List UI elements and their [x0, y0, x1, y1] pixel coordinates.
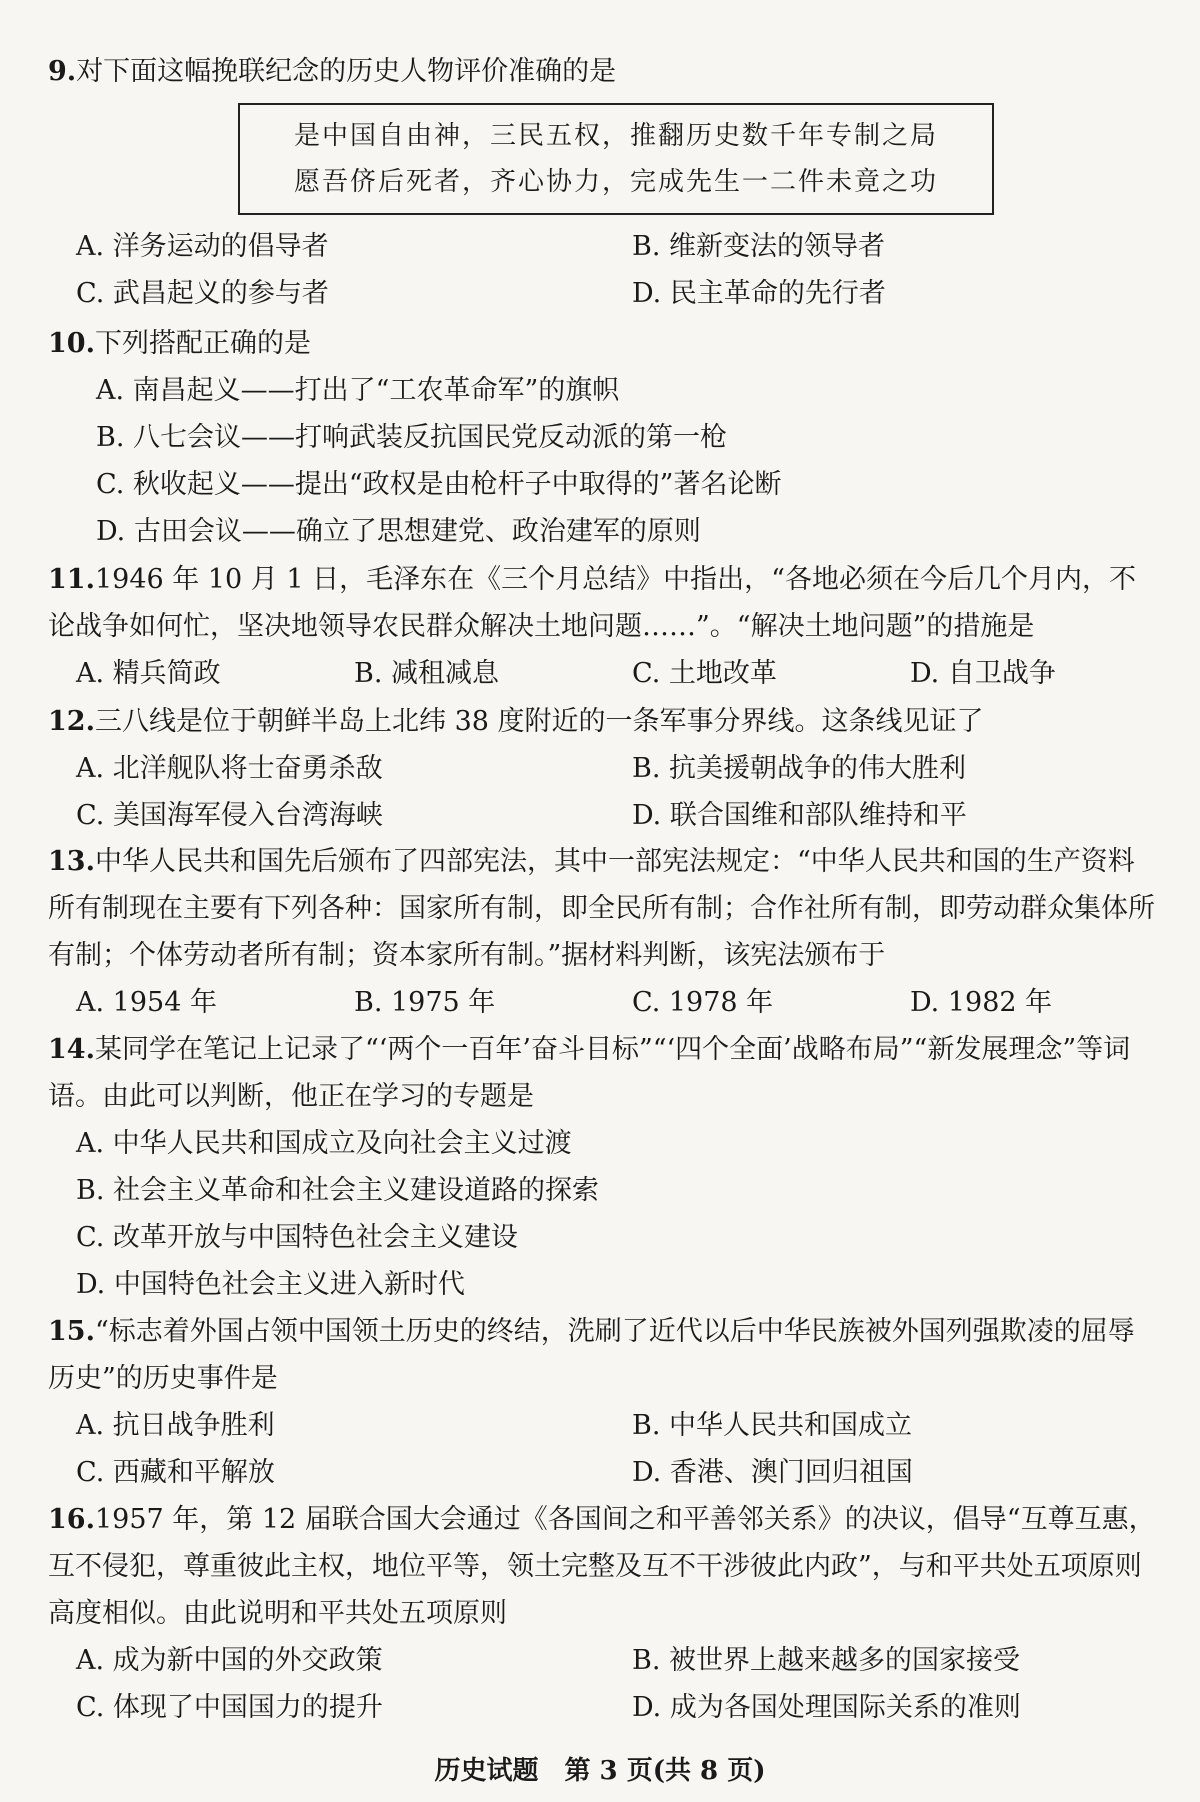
option-d: D. 成为各国处理国际关系的准则 — [632, 1692, 1021, 1723]
option-b: B. 减租减息 — [354, 658, 500, 689]
option-d: D. 1982 年 — [910, 987, 1053, 1018]
option-d: D. 自卫战争 — [910, 658, 1056, 689]
question-number: 10. — [48, 328, 95, 359]
options — [48, 1402, 1160, 1496]
option-d: D. 中国特色社会主义进入新时代 — [76, 1269, 465, 1300]
option-d: D. 古田会议——确立了思想建党、政治建军的原则 — [96, 516, 701, 547]
question-number: 13. — [48, 846, 95, 877]
question-11 — [48, 556, 1160, 697]
option-c: C. 土地改革 — [632, 658, 777, 689]
option-b: B. 维新变法的领导者 — [632, 231, 886, 262]
option-b: B. 1975 年 — [354, 987, 496, 1018]
options — [48, 367, 1160, 555]
question-stem: 1946 年 10 月 1 日，毛泽东在《三个月总结》中指出，“各地必须在今后几个月内，不论战争如何忙，坚决地领导农民群众解决土地问题……”。“解决土地问题”的措施是 — [48, 564, 1136, 642]
question-stem: “标志着外国占领中国领土历史的终结，洗刷了近代以后中华民族被外国列强欺凌的屈辱历史”的历史事件是 — [48, 1316, 1135, 1394]
question-stem: 1957 年，第 12 届联合国大会通过《各国间之和平善邻关系》的决议，倡导“互尊互惠，互不侵犯，尊重彼此主权，地位平等，领土完整及互不干涉彼此内政”，与和平共处五项原则高度相似。由此说明和平共处五项原则 — [48, 1504, 1156, 1629]
option-b: B. 被世界上越来越多的国家接受 — [632, 1645, 1021, 1676]
question-number: 12. — [48, 706, 95, 737]
question-15 — [48, 1308, 1160, 1496]
question-number: 11. — [48, 564, 95, 595]
options — [48, 650, 1160, 697]
option-c: C. 武昌起义的参与者 — [76, 278, 329, 309]
question-number: 15. — [48, 1316, 95, 1347]
couplet-line: 愿吾侪后死者，齐心协力，完成先生一二件未竟之功 — [293, 167, 938, 197]
question-stem: 某同学在笔记上记录了“‘两个一百年’奋斗目标”“‘四个全面’战略布局”“新发展理念”等词语。由此可以判断，他正在学习的专题是 — [48, 1034, 1131, 1112]
page-footer: 历史试题 第 3 页(共 8 页) — [434, 1756, 766, 1786]
options — [48, 1120, 1160, 1308]
option-c: C. 改革开放与中国特色社会主义建设 — [76, 1222, 518, 1253]
question-number: 16. — [48, 1504, 95, 1535]
question-number: 14. — [48, 1034, 95, 1065]
option-c: C. 美国海军侵入台湾海峡 — [76, 800, 383, 831]
option-d: D. 联合国维和部队维持和平 — [632, 800, 967, 831]
elegiac-couplet-box — [238, 103, 994, 215]
option-c: C. 体现了中国国力的提升 — [76, 1692, 383, 1723]
option-a: A. 抗日战争胜利 — [76, 1410, 275, 1441]
question-9 — [48, 48, 1160, 317]
options — [48, 745, 1160, 839]
question-stem: 下列搭配正确的是 — [94, 328, 311, 359]
question-12 — [48, 698, 1160, 839]
question-number: 9. — [48, 56, 77, 87]
couplet-line: 是中国自由神，三民五权，推翻历史数千年专制之局 — [293, 121, 938, 151]
options — [48, 979, 1160, 1026]
option-b: B. 抗美援朝战争的伟大胜利 — [632, 753, 967, 784]
option-a: A. 中华人民共和国成立及向社会主义过渡 — [76, 1128, 572, 1159]
option-a: A. 南昌起义——打出了“工农革命军”的旗帜 — [96, 375, 620, 406]
option-b: B. 八七会议——打响武装反抗国民党反动派的第一枪 — [96, 422, 728, 453]
option-c: C. 1978 年 — [632, 987, 774, 1018]
question-14 — [48, 1026, 1160, 1308]
question-13 — [48, 838, 1160, 1026]
option-d: D. 民主革命的先行者 — [632, 278, 886, 309]
question-stem: 对下面这幅挽联纪念的历史人物评价准确的是 — [76, 56, 617, 87]
option-c: C. 秋收起义——提出“政权是由枪杆子中取得的”著名论断 — [96, 469, 782, 500]
options — [48, 223, 1160, 317]
question-10 — [48, 320, 1160, 555]
question-stem: 三八线是位于朝鲜半岛上北纬 38 度附近的一条军事分界线。这条线见证了 — [94, 706, 984, 737]
option-a: A. 精兵简政 — [76, 658, 221, 689]
option-a: A. 成为新中国的外交政策 — [76, 1645, 383, 1676]
option-a: A. 北洋舰队将士奋勇杀敌 — [76, 753, 383, 784]
option-d: D. 香港、澳门回归祖国 — [632, 1457, 913, 1488]
option-b: B. 中华人民共和国成立 — [632, 1410, 913, 1441]
question-16 — [48, 1496, 1160, 1731]
option-a: A. 洋务运动的倡导者 — [76, 231, 329, 262]
option-b: B. 社会主义革命和社会主义建设道路的探索 — [76, 1175, 600, 1206]
options — [48, 1637, 1160, 1731]
option-a: A. 1954 年 — [76, 987, 217, 1018]
question-stem: 中华人民共和国先后颁布了四部宪法，其中一部宪法规定：“中华人民共和国的生产资料所有制现在主要有下列各种：国家所有制，即全民所有制；合作社所有制，即劳动群众集体所有制；个体劳动者所有制；资本家所有制。”据材料判断，该宪法颁布于 — [48, 846, 1155, 971]
option-c: C. 西藏和平解放 — [76, 1457, 275, 1488]
